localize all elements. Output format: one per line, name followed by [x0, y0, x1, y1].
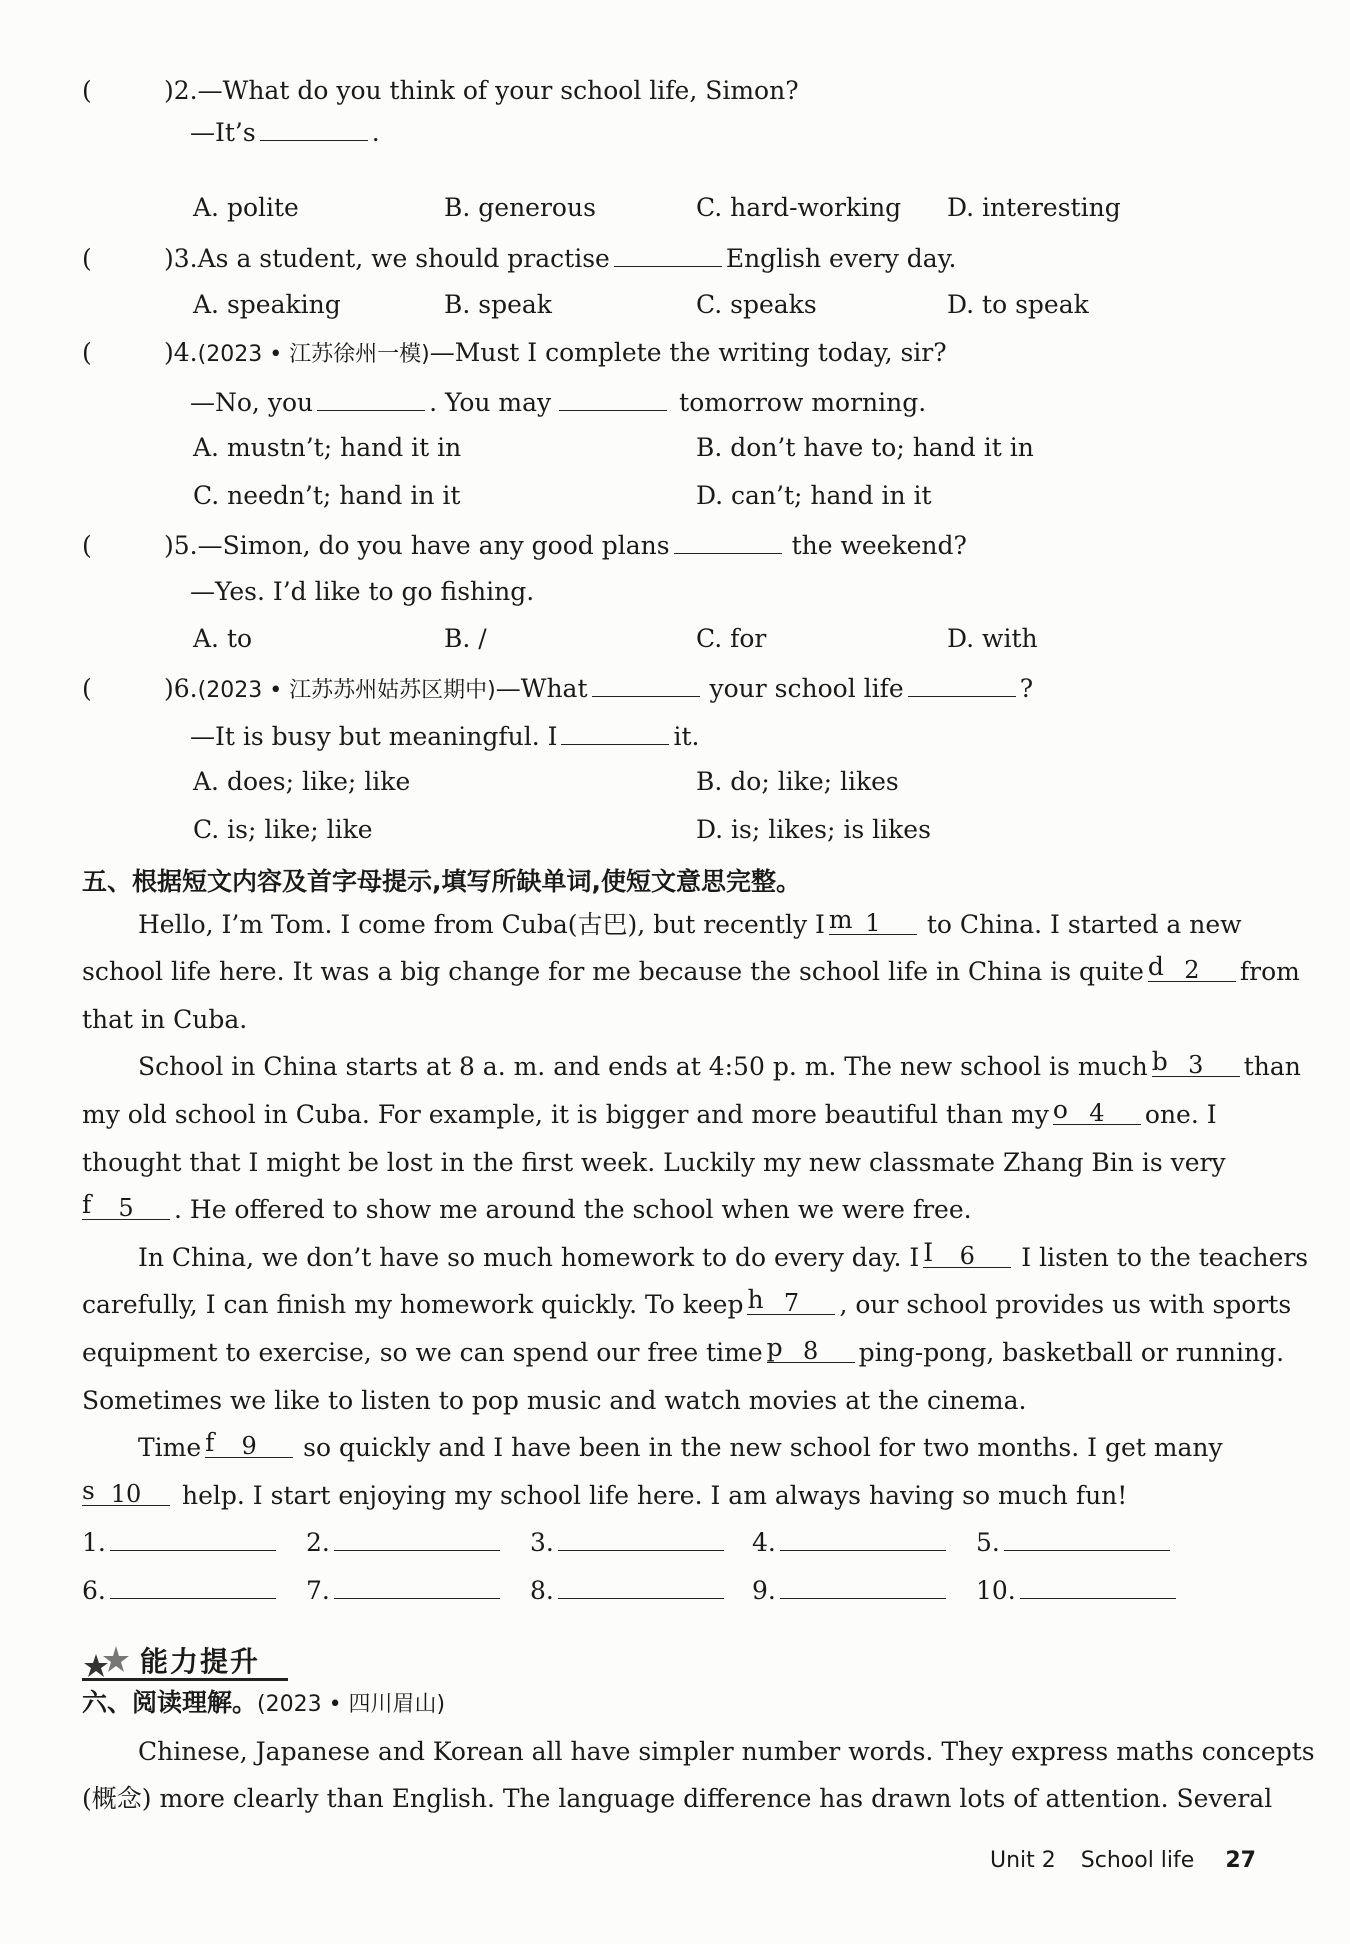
question-5: ( )5.—Simon, do you have any good plans the weekend? [82, 531, 967, 560]
passage-line: Sometimes we like to listen to pop music and watch movies at the cinema. [82, 1386, 1027, 1415]
answer-slot[interactable]: 7. [306, 1576, 500, 1605]
answer-slot[interactable]: 9. [752, 1576, 946, 1605]
answer-slot[interactable]: 5. [976, 1528, 1170, 1557]
section-5-heading: 五、根据短文内容及首字母提示,填写所缺单词,使短文意思完整。 [82, 867, 801, 896]
fill-blank[interactable]: f 5 [82, 1195, 170, 1220]
fill-blank[interactable] [260, 116, 368, 141]
section-6-heading: 六、阅读理解。 [82, 1688, 258, 1717]
option-c: C. speaks [696, 290, 817, 319]
option-a: A. to [193, 624, 253, 653]
question-2-reply: —It’s . [190, 118, 380, 147]
fill-blank[interactable] [317, 386, 425, 411]
stars-icon [82, 1638, 138, 1682]
passage-line: Time f 9 so quickly and I have been in the new school for two months. I get many [138, 1428, 1223, 1462]
fill-blank[interactable] [592, 672, 700, 697]
section-6-source: (2023 • 四川眉山) [257, 1692, 446, 1717]
option-d: D. with [947, 624, 1038, 653]
option-b: B. / [444, 624, 487, 653]
answer-slot[interactable]: 8. [530, 1576, 724, 1605]
option-b: B. don’t have to; hand it in [696, 433, 1034, 462]
fill-blank[interactable]: I 6 [923, 1243, 1011, 1268]
footer-unit: Unit 2 [990, 1848, 1056, 1873]
option-c: C. hard-working [696, 193, 902, 222]
option-b: B. generous [444, 193, 596, 222]
answer-bracket[interactable]: ( [82, 76, 92, 105]
question-source: (2023 • 江苏苏州姑苏区期中) [197, 678, 496, 703]
fill-blank[interactable] [908, 672, 1016, 697]
answer-bracket[interactable]: ( [82, 244, 92, 273]
option-a: A. does; like; like [193, 767, 411, 796]
option-d: D. can’t; hand in it [696, 481, 932, 510]
option-c: C. is; like; like [193, 815, 373, 844]
passage-line: Hello, I’m Tom. I come from Cuba(古巴), but recently I m 1 to China. I started a new [138, 905, 1242, 939]
fill-blank[interactable]: m 1 [829, 910, 917, 935]
answer-row [82, 1528, 1182, 1562]
fill-blank[interactable]: f 9 [205, 1433, 293, 1458]
option-a: A. mustn’t; hand it in [193, 433, 462, 462]
option-d: D. interesting [947, 193, 1121, 222]
page-footer [990, 1848, 1256, 1873]
answer-slot[interactable]: 1. [82, 1528, 276, 1557]
banner-underline [82, 1678, 288, 1681]
question-4-reply: —No, you . You may tomorrow morning. [190, 388, 927, 417]
question-3: ( )3.As a student, we should practise English every day. [82, 244, 957, 273]
question-4: ( )4.(2023 • 江苏徐州一模)—Must I complete the writing today, sir? [82, 338, 947, 367]
option-d: D. to speak [947, 290, 1089, 319]
answer-slot[interactable]: 4. [752, 1528, 946, 1557]
page-number: 27 [1225, 1848, 1256, 1873]
option-b: B. speak [444, 290, 552, 319]
passage-line: (概念) more clearly than English. The language difference has drawn lots of attention. Several [82, 1784, 1273, 1813]
passage-line: school life here. It was a big change for me because the school life in China is quite d 2 from [82, 952, 1300, 986]
answer-slot[interactable]: 10. [976, 1576, 1176, 1605]
question-text: —What do you think of your school life, Simon? [197, 76, 799, 105]
fill-blank[interactable] [559, 386, 667, 411]
option-a: A. polite [193, 193, 299, 222]
answer-bracket[interactable]: ( [82, 531, 92, 560]
passage-line: equipment to exercise, so we can spend our free time p 8 ping-pong, basketball or running. [82, 1333, 1285, 1367]
question-number: 2. [173, 76, 198, 105]
fill-blank[interactable] [614, 242, 722, 267]
fill-blank[interactable]: h 7 [747, 1290, 835, 1315]
option-b: B. do; like; likes [696, 767, 899, 796]
banner-title: 能力提升 [140, 1645, 261, 1678]
footer-title: School life [1080, 1848, 1195, 1873]
question-source: (2023 • 江苏徐州一模) [197, 342, 430, 367]
passage-line: s 10 help. I start enjoying my school life here. I am always having so much fun! [82, 1476, 1128, 1510]
option-c: C. for [696, 624, 767, 653]
passage-line: In China, we don’t have so much homework to do every day. I I 6 I listen to the teachers [138, 1238, 1309, 1272]
option-d: D. is; likes; is likes [696, 815, 931, 844]
answer-row [82, 1576, 1192, 1610]
fill-blank[interactable] [561, 720, 669, 745]
fill-blank[interactable]: d 2 [1148, 957, 1236, 982]
answer-slot[interactable]: 3. [530, 1528, 724, 1557]
section-6-heading-row [82, 1688, 445, 1720]
question-6: ( )6.(2023 • 江苏苏州姑苏区期中)—What your school life ? [82, 674, 1034, 703]
answer-bracket[interactable]: ( [82, 674, 92, 703]
passage-line: Chinese, Japanese and Korean all have simpler number words. They express maths concepts [138, 1737, 1315, 1766]
fill-blank[interactable]: p 8 [767, 1338, 855, 1363]
fill-blank[interactable]: s 10 [82, 1481, 170, 1506]
answer-bracket[interactable]: ( [82, 338, 92, 367]
passage-line: thought that I might be lost in the first week. Luckily my new classmate Zhang Bin is very [82, 1148, 1226, 1177]
fill-blank[interactable]: o 4 [1053, 1100, 1141, 1125]
passage-line: f 5 . He offered to show me around the school when we were free. [82, 1190, 972, 1224]
question-6-reply: —It is busy but meaningful. I it. [190, 722, 700, 751]
passage-line: my old school in Cuba. For example, it is bigger and more beautiful than my o 4 one. I [82, 1095, 1217, 1129]
option-a: A. speaking [193, 290, 341, 319]
fill-blank[interactable]: b 3 [1152, 1052, 1240, 1077]
answer-slot[interactable]: 2. [306, 1528, 500, 1557]
passage-line: School in China starts at 8 a. m. and ends at 4:50 p. m. The new school is much b 3 than [138, 1047, 1301, 1081]
passage-line: that in Cuba. [82, 1005, 248, 1034]
fill-blank[interactable] [674, 529, 782, 554]
question-2: ( )2.—What do you think of your school life, Simon? [82, 76, 799, 105]
question-5-reply: —Yes. I’d like to go fishing. [190, 577, 535, 606]
option-c: C. needn’t; hand in it [193, 481, 461, 510]
answer-slot[interactable]: 6. [82, 1576, 276, 1605]
passage-line: carefully, I can finish my homework quickly. To keep h 7 , our school provides us with sports [82, 1285, 1292, 1319]
